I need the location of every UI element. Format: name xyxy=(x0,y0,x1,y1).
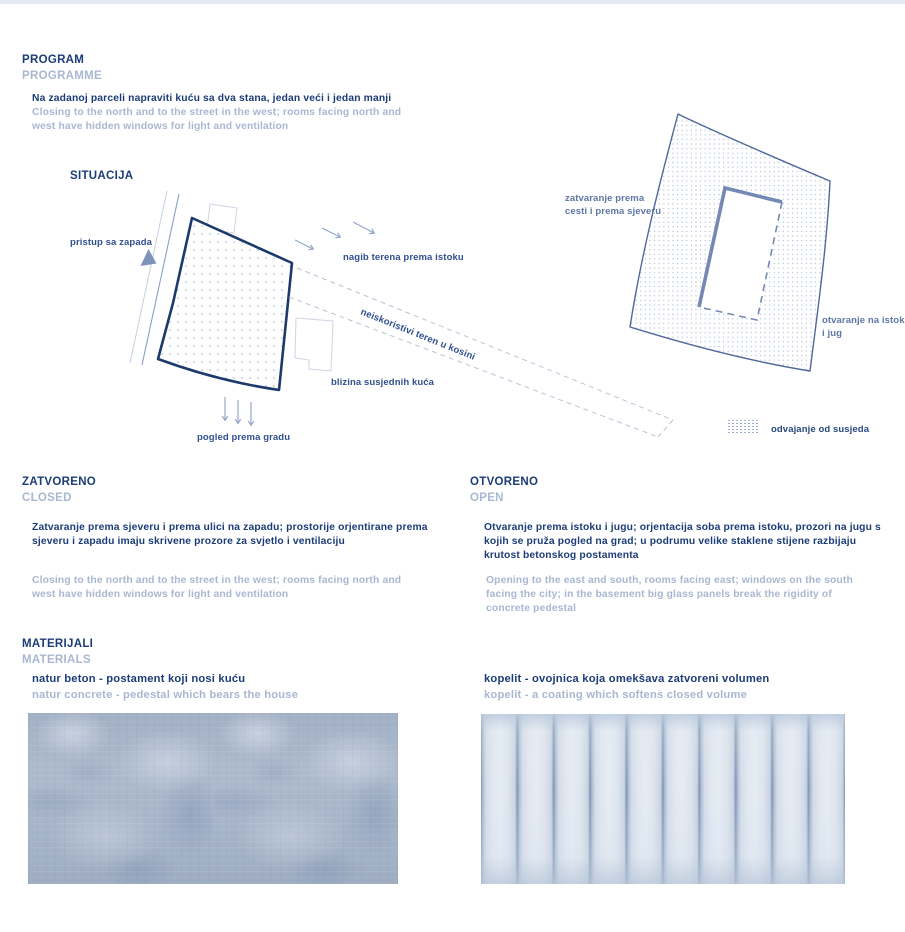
label-blizina: blizina susjednih kuća xyxy=(331,377,435,388)
zatvoreno-text-hr: Zatvaranje prema sjeveru i prema ulici na zapadu; prostorije orjentirane prema sjeveru i zapadu imaju skrivene prozore za svjetlo i ventilaciju xyxy=(32,522,428,547)
materijali-title: MATERIJALI xyxy=(22,638,94,650)
label-neiskoristivi: neiskoristivi teren u kosini xyxy=(358,306,477,363)
program-title: PROGRAM xyxy=(22,54,85,66)
label-zatvaranje-line1: zatvaranje prema xyxy=(565,193,645,204)
program-subtitle: PROGRAMME xyxy=(22,70,103,82)
otvoreno-subtitle: OPEN xyxy=(470,492,504,504)
parcel-left-outline xyxy=(158,218,292,390)
otvoreno-text-en: Opening to the east and south, rooms facing east; windows on the south facing the city; in the basement big glass panels break the rigidity of concrete pedestal xyxy=(486,575,853,614)
material-left-caption-hr: natur beton - postament koji nosi kuću xyxy=(32,673,246,685)
label-pogled: pogled prema gradu xyxy=(197,432,291,443)
label-otvaranje-line1: otvaranje na istok xyxy=(822,315,905,326)
label-nagib: nagib terena prema istoku xyxy=(343,252,464,263)
separation-hatch-swatch xyxy=(726,420,760,435)
label-otvaranje-line2: i jug xyxy=(822,328,843,339)
kopelit-panels-image xyxy=(481,714,845,884)
situacija-title: SITUACIJA xyxy=(70,170,134,182)
zatvoreno-subtitle: CLOSED xyxy=(22,492,72,504)
materijali-subtitle: MATERIALS xyxy=(22,654,91,666)
label-zatvaranje-line2: cesti i prema sjeveru xyxy=(565,206,662,217)
program-text-en: Closing to the north and to the street in the west; rooms facing north and west have hidden windows for light and ventilation xyxy=(32,107,402,132)
view-arrow-icons xyxy=(225,397,251,425)
material-left-caption-en: natur concrete - pedestal which bears the house xyxy=(32,689,299,701)
program-text-hr: Na zadanoj parceli napraviti kuću sa dva stana, jedan veći i jedan manji xyxy=(32,93,392,104)
material-right-caption-hr: kopelit - ovojnica koja omekšava zatvoreni volumen xyxy=(484,673,770,685)
material-right-caption-en: kopelit - a coating which softens closed volume xyxy=(484,689,748,701)
zatvoreno-title: ZATVORENO xyxy=(22,476,97,488)
concrete-texture-image xyxy=(28,713,398,884)
sloped-strip-dashed xyxy=(289,268,673,437)
otvoreno-text-hr: Otvaranje prema istoku i jugu; orjentacija soba prema istoku, prozori na jugu s kojih se pruža pogled na grad; u podrumu velike staklene stijene razbijaju krutost betonskog postamenta xyxy=(484,522,881,561)
neighbour-building-outline-east xyxy=(295,318,333,371)
otvoreno-title: OTVORENO xyxy=(470,476,539,488)
label-odvajanje: odvajanje od susjeda xyxy=(771,424,870,435)
zatvoreno-text-en: Closing to the north and to the street in the west; rooms facing north and west have hidden windows for light and ventilation xyxy=(32,575,402,600)
slope-arrow-icons xyxy=(295,222,374,249)
label-pristup: pristup sa zapada xyxy=(70,237,152,248)
